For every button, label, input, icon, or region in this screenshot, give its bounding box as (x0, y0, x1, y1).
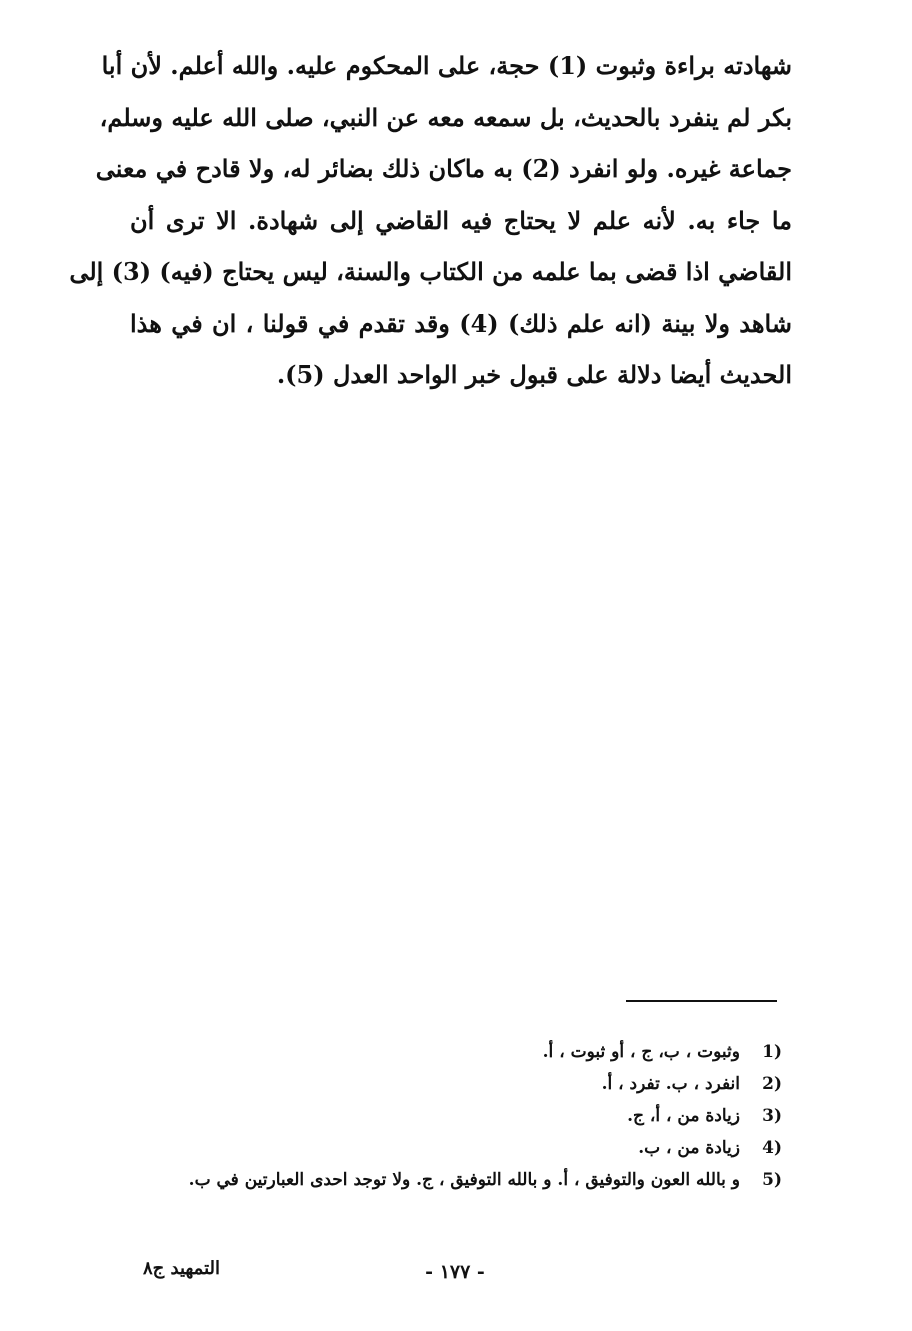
footnote-number: 5) (762, 1170, 782, 1190)
footnote-text: انفرد ، ب. تفرد ، أ. (601, 1074, 740, 1094)
body-line-2: بكر لم ينفرد بالحديث، بل سمعه معه عن النبي، صلى الله عليه وسلم، (99, 102, 792, 132)
footnote-2 (150, 1068, 782, 1100)
footnote-number: 2) (762, 1074, 782, 1094)
body-line-1: شهادته براءة وثبوت (1) حجة، على المحكوم عليه. والله أعلم. لأن أبا (101, 51, 792, 80)
footnote-5 (150, 1164, 782, 1196)
footnote-number: 1) (762, 1042, 782, 1062)
body-line-6: شاهد ولا بينة (انه علم ذلك) (4) وقد تقدم في قولنا ، ان في هذا (130, 308, 792, 338)
body-line-4: ما جاء به. لأنه علم لا يحتاج فيه القاضي إلى شهادة. الا ترى أن (130, 205, 792, 235)
page-number: - ١٧٧ - (425, 1261, 485, 1283)
body-line-3: جماعة غيره. ولو انفرد (2) به ماكان ذلك بضائر له، ولا قادح في معنى (95, 154, 792, 183)
footnote-text: وثبوت ، ب، ج ، أو ثبوت ، أ. (542, 1042, 740, 1062)
footnote-text: زيادة من ، ب. (638, 1138, 740, 1158)
footnote-separator (626, 1000, 777, 1002)
body-line-5: القاضي اذا قضى بما علمه من الكتاب والسنة، ليس يحتاج (فيه) (3) إلى (69, 257, 792, 286)
footnote-text: و بالله العون والتوفيق ، أ. و بالله التوفيق ، ج. ولا توجد احدى العبارتين في ب. (188, 1170, 740, 1190)
footnote-3 (150, 1100, 782, 1132)
running-title: التمهيد ج٨ (142, 1258, 220, 1279)
footnote-1 (150, 1036, 782, 1068)
body-line-7: الحديث أيضا دلالة على قبول خبر الواحد العدل (5). (276, 360, 792, 389)
footnote-text: زيادة من ، أ، ج. (627, 1106, 740, 1126)
footnote-number: 4) (762, 1138, 782, 1158)
footnote-number: 3) (762, 1106, 782, 1126)
body-text (69, 40, 792, 401)
footnote-4 (150, 1132, 782, 1164)
footnotes (150, 1036, 782, 1196)
